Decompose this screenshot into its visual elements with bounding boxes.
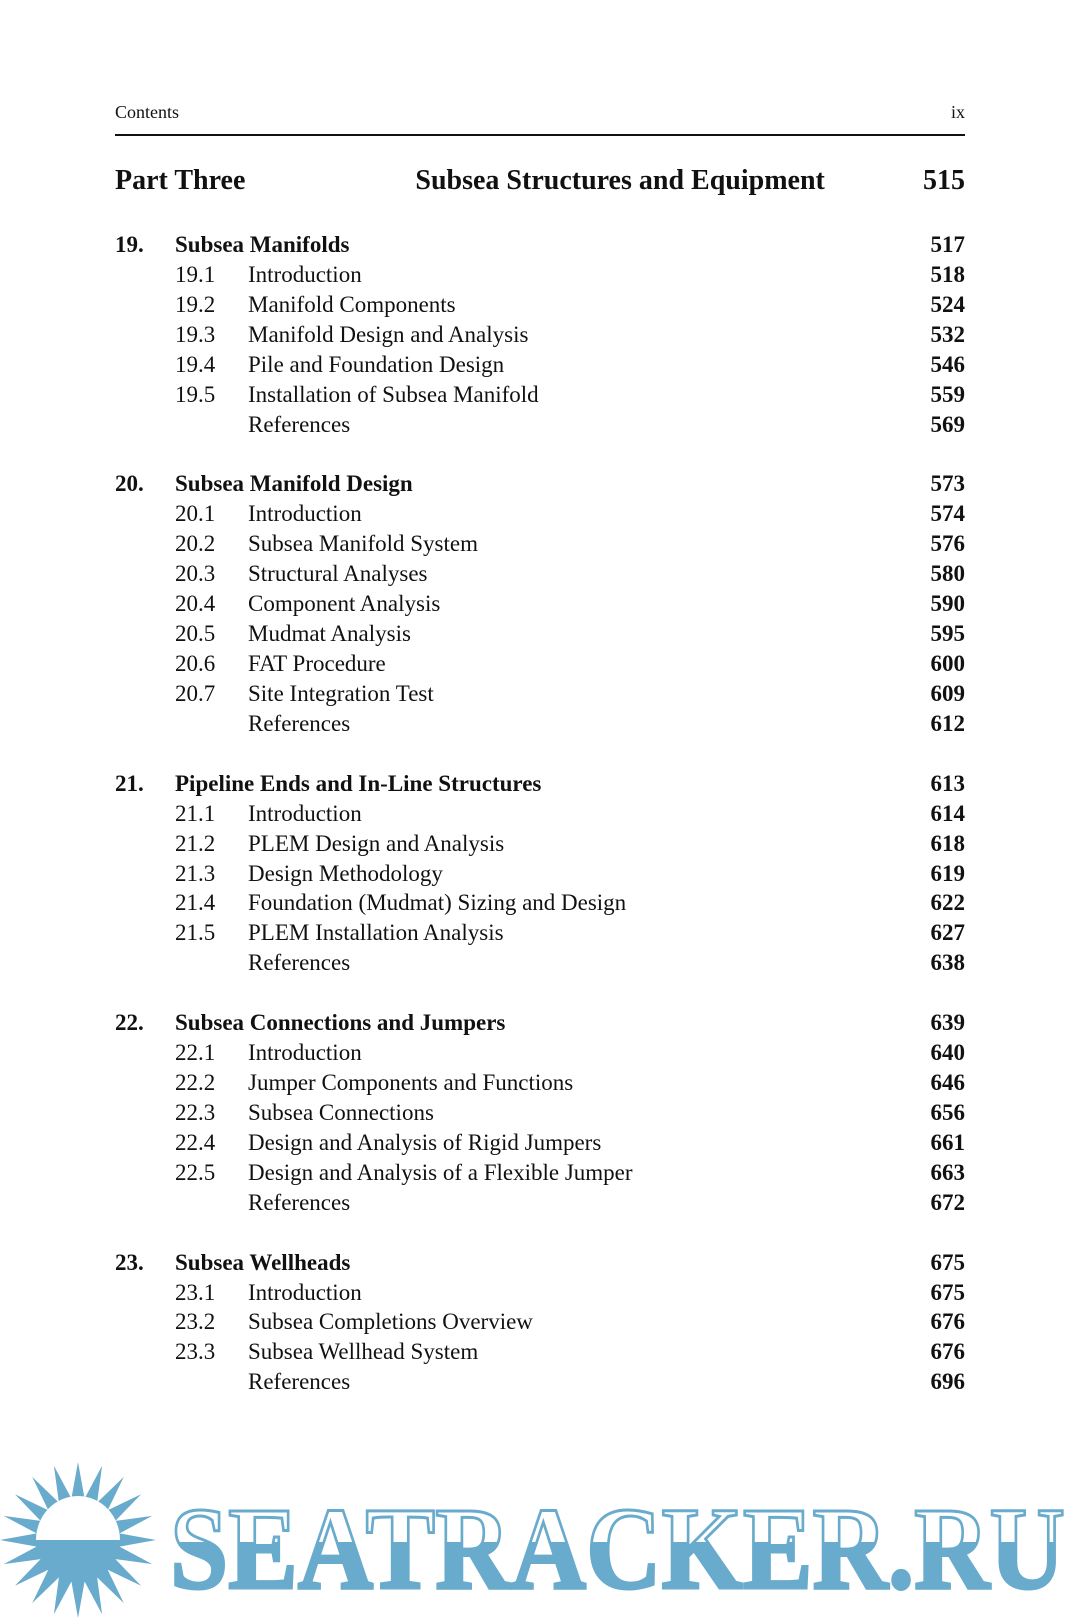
section-title: Subsea Connections [248,1099,434,1125]
section-number: 22.1 [175,1040,216,1066]
section-title: References [248,1369,351,1395]
section-number: 19.5 [175,381,216,407]
chapter-number: 22. [115,1010,144,1036]
section-page: 600 [930,651,965,677]
section-title: References [248,950,351,976]
section-title: References [248,710,351,736]
section-title: Foundation (Mudmat) Sizing and Design [248,890,627,916]
chapter-number: 23. [115,1249,144,1275]
section-entry[interactable] [115,410,965,440]
chapter-page: 639 [930,1010,965,1036]
section-entry[interactable] [115,1068,965,1098]
section-entry[interactable] [115,679,965,709]
chapter-entry[interactable] [115,1008,965,1038]
section-entry[interactable] [115,499,965,529]
section-title: Pile and Foundation Design [248,351,505,377]
running-header-title: Contents [115,102,180,122]
section-number: 21.2 [175,830,216,856]
section-entry[interactable] [115,529,965,559]
section-title: Design and Analysis of Rigid Jumpers [248,1129,602,1155]
section-title: Site Integration Test [248,680,434,706]
section-entry[interactable] [115,1188,965,1218]
chapter-number: 21. [115,770,144,796]
section-entry[interactable] [115,1367,965,1397]
chapter-title: Pipeline Ends and In-Line Structures [175,770,542,796]
section-page: 618 [930,830,965,856]
section-entry[interactable] [115,918,965,948]
section-number: 20.6 [175,651,216,677]
section-number: 21.1 [175,800,216,826]
section-entry[interactable] [115,888,965,918]
watermark-logo [0,1460,1080,1620]
section-number: 20.2 [175,531,216,557]
section-title: FAT Procedure [248,651,386,677]
section-entry[interactable] [115,1098,965,1128]
section-number: 23.3 [175,1339,216,1365]
section-page: 590 [930,591,965,617]
section-page: 524 [930,291,965,317]
section-page: 676 [930,1309,965,1335]
section-page: 614 [930,800,965,826]
section-entry[interactable] [115,709,965,739]
chapter-title: Subsea Manifolds [175,232,350,257]
chapter-title: Subsea Manifold Design [175,471,413,497]
chapter-entry[interactable] [115,469,965,499]
section-title: PLEM Design and Analysis [248,830,505,856]
section-page: 627 [930,920,965,946]
section-page: 619 [930,860,965,886]
chapter-page: 517 [930,232,965,257]
section-page: 595 [930,621,965,647]
section-title: References [248,1189,351,1215]
section-page: 656 [930,1099,965,1125]
chapter-title: Subsea Connections and Jumpers [175,1010,506,1036]
watermark-text: SEATRACKER.RU [170,1483,1065,1614]
section-entry[interactable] [115,799,965,829]
section-title: Introduction [248,1040,362,1066]
sun-icon [0,1462,156,1618]
section-title: Component Analysis [248,591,441,617]
chapter-title: Subsea Wellheads [175,1249,351,1275]
section-number: 19.3 [175,321,216,347]
section-entry[interactable] [115,1337,965,1367]
section-number: 21.3 [175,860,216,886]
section-page: 574 [930,501,965,527]
section-number: 21.5 [175,920,216,946]
chapter-entry[interactable] [115,230,965,260]
chapter-page: 613 [930,770,965,796]
chapter-page: 573 [930,471,965,497]
section-page: 609 [930,680,965,706]
section-entry[interactable] [115,1038,965,1068]
section-title: Subsea Wellhead System [248,1339,479,1365]
part-title: Subsea Structures and Equipment [415,165,825,196]
chapter-entry[interactable] [115,769,965,799]
section-entry[interactable] [115,350,965,380]
section-number: 19.2 [175,291,216,317]
section-title: Jumper Components and Functions [248,1070,574,1096]
section-page: 676 [930,1339,965,1365]
section-title: Introduction [248,261,362,287]
section-page: 612 [930,710,965,736]
section-page: 576 [930,531,965,557]
section-entry[interactable] [115,320,965,350]
section-title: PLEM Installation Analysis [248,920,504,946]
section-title: Design and Analysis of a Flexible Jumper [248,1159,633,1185]
chapter-page: 675 [930,1249,965,1275]
header-rule [115,134,965,136]
section-page: 559 [930,381,965,407]
section-page: 672 [930,1189,965,1215]
section-page: 661 [930,1129,965,1155]
section-title: Design Methodology [248,860,443,886]
section-entry[interactable] [115,1278,965,1308]
section-number: 20.7 [175,680,216,706]
section-entry[interactable] [115,859,965,889]
section-entry[interactable] [115,380,965,410]
section-title: Installation of Subsea Manifold [248,381,539,407]
section-title: Introduction [248,1279,362,1305]
section-title: Manifold Design and Analysis [248,321,529,347]
section-entry[interactable] [115,589,965,619]
section-title: Subsea Manifold System [248,531,478,557]
section-entry[interactable] [115,948,965,978]
section-number: 20.1 [175,501,216,527]
section-title: Introduction [248,501,362,527]
chapter-entry[interactable] [115,1248,965,1278]
section-number: 23.2 [175,1309,216,1335]
section-page: 696 [930,1369,965,1395]
section-entry[interactable] [115,619,965,649]
section-entry[interactable] [115,829,965,859]
section-page: 646 [930,1070,965,1096]
section-page: 532 [930,321,965,347]
section-title: Structural Analyses [248,561,428,587]
section-number: 20.5 [175,621,216,647]
section-page: 622 [930,890,965,916]
section-page: 569 [930,411,965,437]
section-number: 19.4 [175,351,216,377]
page-number: ix [950,102,965,122]
section-title: Introduction [248,800,362,826]
part-label: Part Three [115,165,246,196]
chapter-number: 20. [115,471,144,497]
section-page: 638 [930,950,965,976]
chapter-number: 19. [115,232,144,257]
section-page: 675 [930,1279,965,1305]
section-entry[interactable] [115,260,965,290]
section-title: Mudmat Analysis [248,621,411,647]
section-entry[interactable] [115,1128,965,1158]
section-page: 663 [930,1159,965,1185]
section-page: 518 [930,261,965,287]
section-number: 23.1 [175,1279,216,1305]
section-title: Subsea Completions Overview [248,1309,533,1335]
section-entry[interactable] [115,1158,965,1188]
section-entry[interactable] [115,290,965,320]
section-title: Manifold Components [248,291,456,317]
section-page: 640 [930,1040,965,1066]
section-number: 22.4 [175,1129,216,1155]
section-entry[interactable] [115,649,965,679]
section-entry[interactable] [115,559,965,589]
section-number: 22.5 [175,1159,216,1185]
section-title: References [248,411,351,437]
section-number: 22.3 [175,1099,216,1125]
section-number: 22.2 [175,1070,216,1096]
section-number: 20.4 [175,591,216,617]
section-entry[interactable] [115,1307,965,1337]
section-page: 546 [930,351,965,377]
section-number: 19.1 [175,261,216,287]
section-number: 21.4 [175,890,216,916]
part-page: 515 [923,165,965,196]
part-heading [115,165,965,197]
section-page: 580 [930,561,965,587]
section-number: 20.3 [175,561,216,587]
